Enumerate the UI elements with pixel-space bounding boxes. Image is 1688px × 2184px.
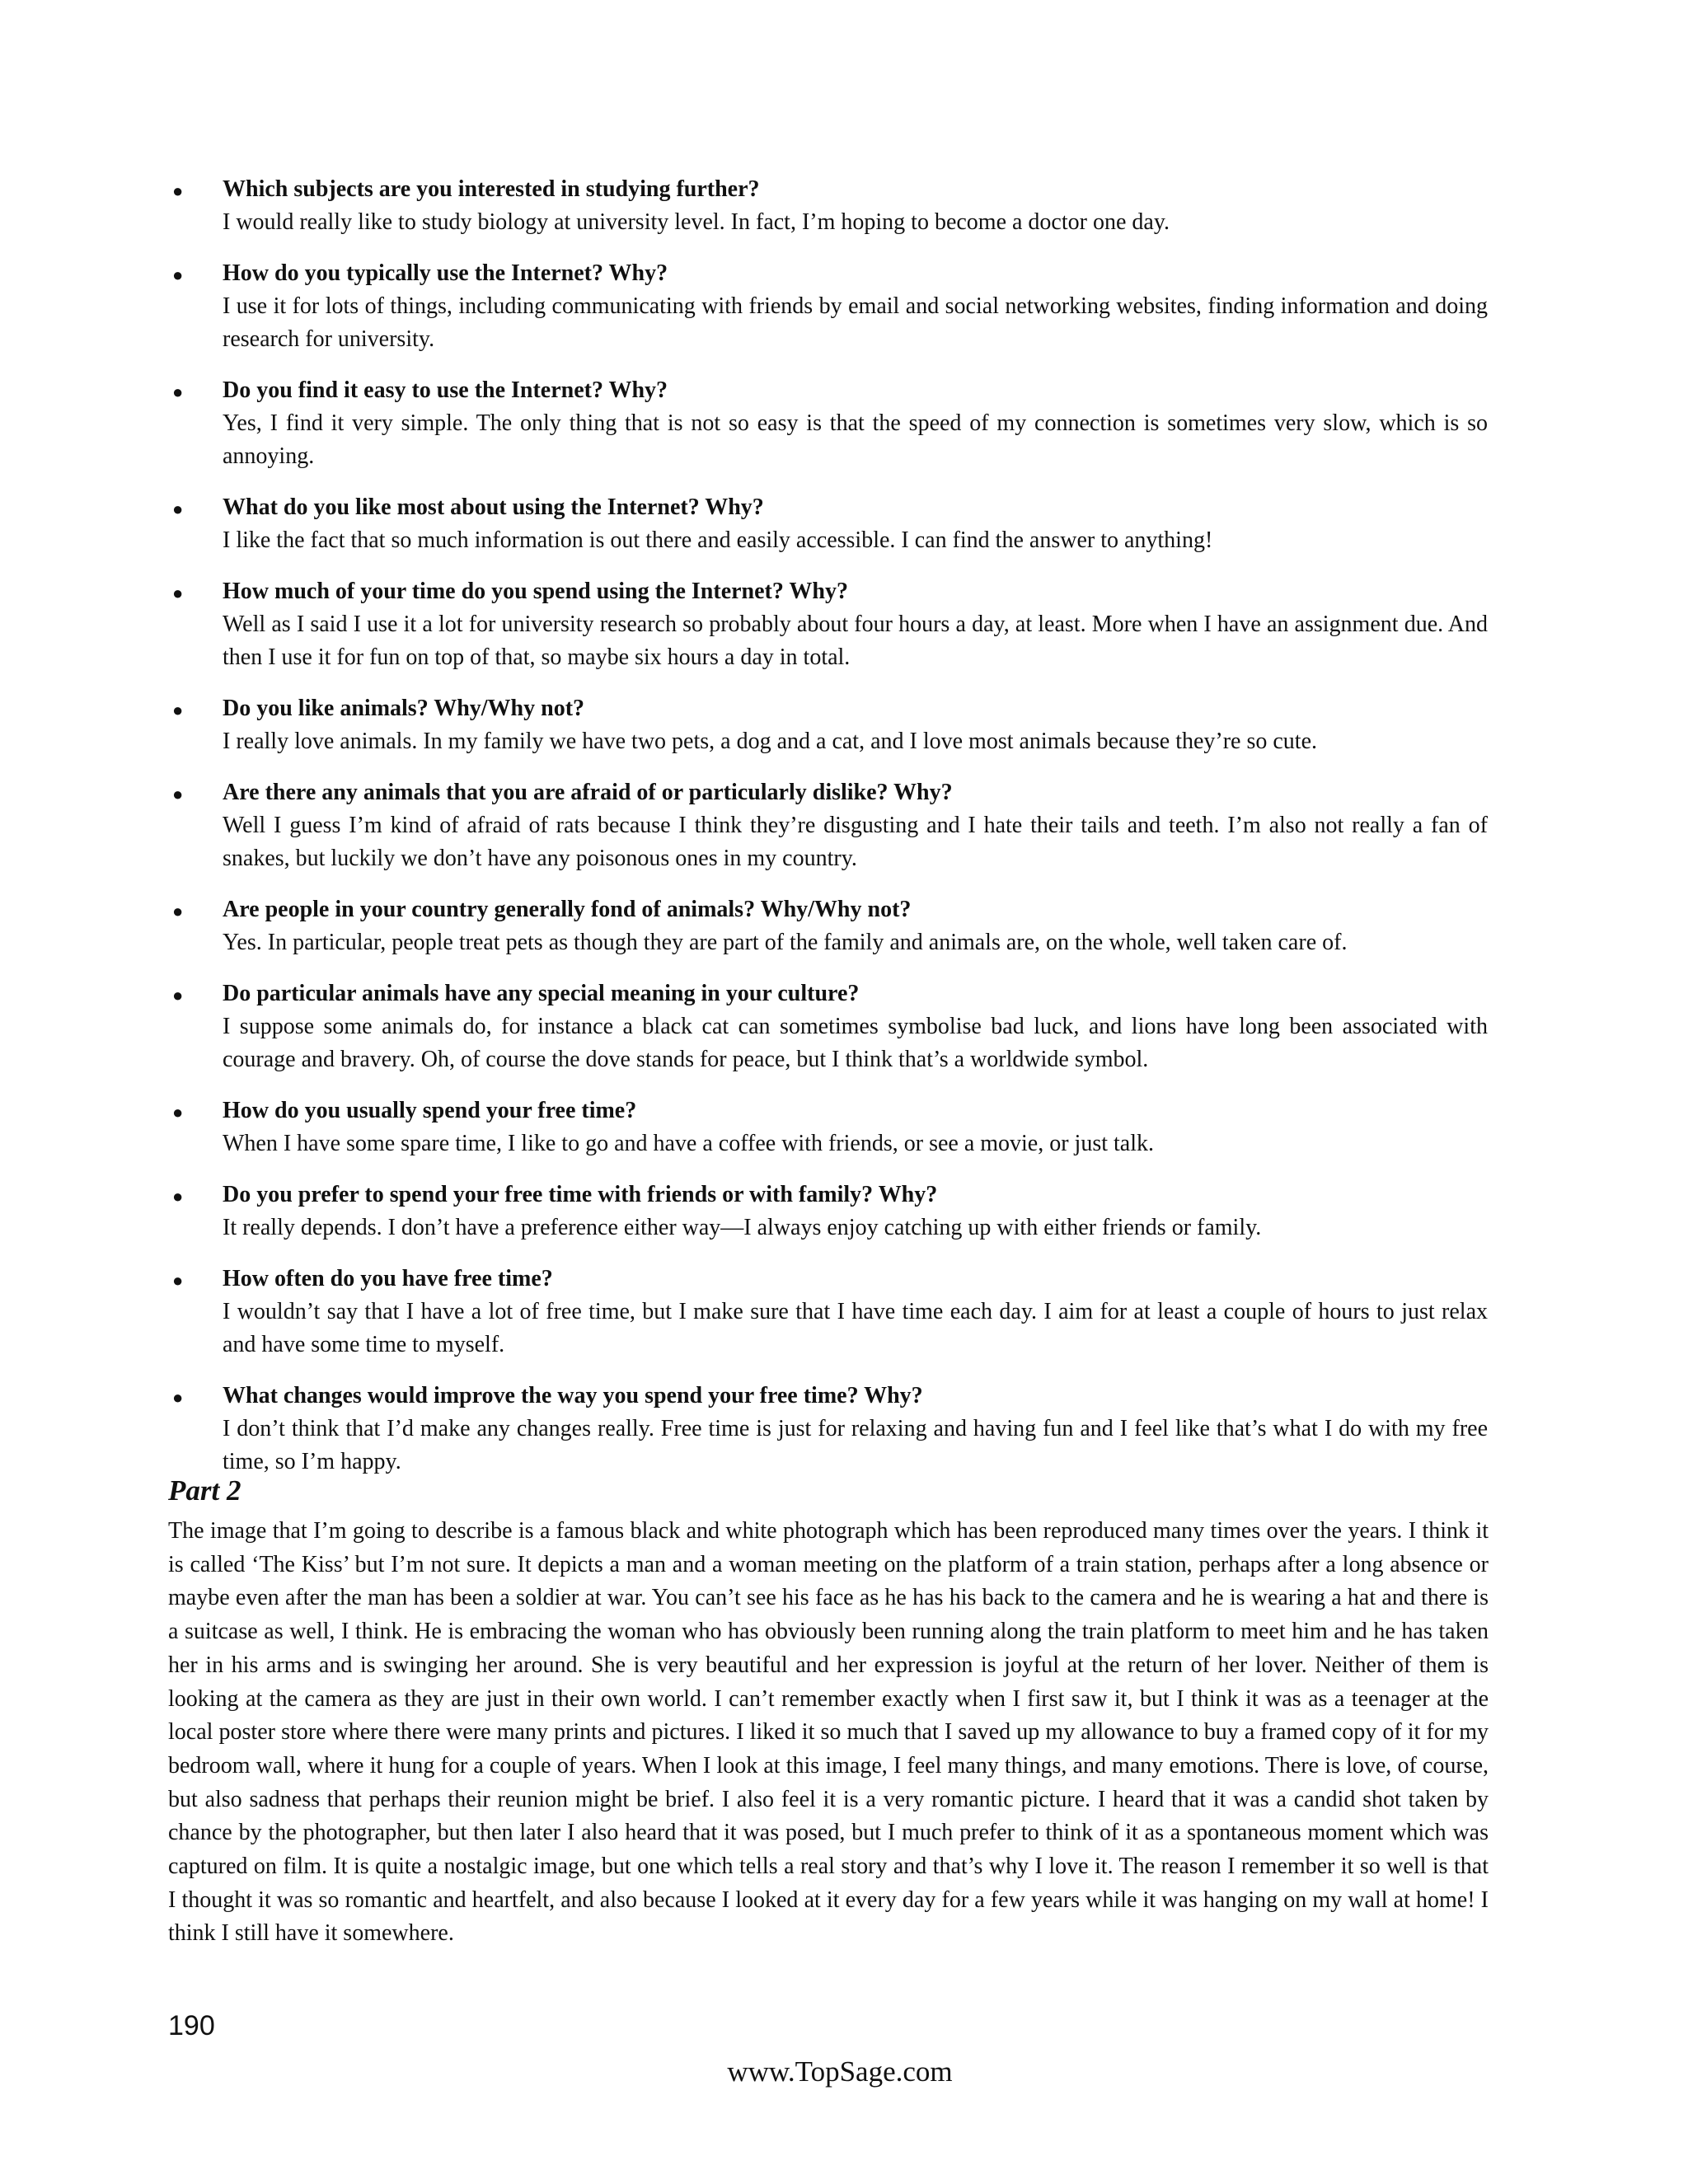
question-text: How often do you have free time? xyxy=(223,1266,553,1291)
bullet-icon: ● xyxy=(172,499,184,519)
question-text: Are people in your country generally fond of animals? Why/Why not? xyxy=(223,897,912,922)
bullet-icon: ● xyxy=(172,700,184,720)
question-text: Do you like animals? Why/Why not? xyxy=(223,696,585,721)
list-item xyxy=(169,575,1488,674)
list-item xyxy=(169,173,1488,239)
bullet-icon: ● xyxy=(172,180,184,201)
answer-text: I suppose some animals do, for instance a black cat can sometimes symbolise bad luck, and lions have long been associated with courage and bravery. Oh, of course the dove stands for peace, but I think that’s a worldwide symbol. xyxy=(223,1014,1488,1072)
answer-text: I really love animals. In my family we have two pets, a dog and a cat, and I love most animals because they’re so cute. xyxy=(223,729,1318,754)
list-item xyxy=(169,1263,1488,1361)
bullet-icon: ● xyxy=(172,265,184,285)
answer-text: Well I guess I’m kind of afraid of rats because I think they’re disgusting and I hate their tails and teeth. I’m also not really a fan of snakes, but luckily we don’t have any poisonous ones in my country. xyxy=(223,813,1488,871)
answer-text: It really depends. I don’t have a preference either way—I always enjoy catching up with either friends or family. xyxy=(223,1215,1262,1240)
list-item xyxy=(169,1179,1488,1244)
section-heading: Part 2 xyxy=(168,1474,241,1507)
bullet-icon: ● xyxy=(172,985,184,1005)
question-text: What do you like most about using the Internet? Why? xyxy=(223,494,764,520)
question-text: Which subjects are you interested in studying further? xyxy=(223,176,760,202)
answer-text: Yes. In particular, people treat pets as though they are part of the family and animals are, on the whole, well taken care of. xyxy=(223,930,1348,955)
list-item xyxy=(169,1094,1488,1160)
question-text: How do you usually spend your free time? xyxy=(223,1098,637,1123)
bullet-icon: ● xyxy=(172,583,184,603)
list-item xyxy=(169,692,1488,758)
bullet-icon: ● xyxy=(172,1270,184,1291)
bullet-icon: ● xyxy=(172,382,184,402)
list-item xyxy=(169,374,1488,473)
answer-text: Yes, I find it very simple. The only thing that is not so easy is that the speed of my connection is sometimes very slow, which is so annoying. xyxy=(223,410,1488,469)
page-number: 190 xyxy=(168,2010,215,2041)
question-text: How much of your time do you spend using the Internet? Why? xyxy=(223,579,848,604)
list-item xyxy=(169,491,1488,557)
bullet-icon: ● xyxy=(172,901,184,921)
bullet-icon: ● xyxy=(172,1387,184,1408)
question-text: Do you prefer to spend your free time with friends or with family? Why? xyxy=(223,1182,938,1207)
list-item xyxy=(169,776,1488,875)
answer-text: I use it for lots of things, including communicating with friends by email and social networking websites, finding information and doing research for university. xyxy=(223,293,1488,352)
answer-text: When I have some spare time, I like to go and have a coffee with friends, or see a movie, or just talk. xyxy=(223,1131,1154,1156)
question-text: How do you typically use the Internet? Why? xyxy=(223,260,668,286)
list-item xyxy=(169,1380,1488,1479)
question-text: Do you find it easy to use the Internet? Why? xyxy=(223,377,668,403)
answer-text: I would really like to study biology at university level. In fact, I’m hoping to become a doctor one day. xyxy=(223,209,1170,235)
answer-text: I don’t think that I’d make any changes really. Free time is just for relaxing and having fun and I feel like that’s what I do with my free time, so I’m happy. xyxy=(223,1416,1488,1474)
list-item xyxy=(169,893,1488,959)
list-item xyxy=(169,257,1488,356)
footer-website xyxy=(0,2054,1688,2090)
question-text: Do particular animals have any special meaning in your culture? xyxy=(223,981,860,1006)
section-paragraph: The image that I’m going to describe is a famous black and white photograph which has been reproduced many times over the years. I think it is called ‘The Kiss’ but I’m not sure. It depicts a man and a woman meeting on the platform of a train station, perhaps after a long absence or maybe even after the man has been a soldier at war. You can’t see his face as he has his back to the camera and he is wearing a hat and there is a suitcase as well, I think. He is embracing the woman who has obviously been running along the train platform to meet him and he has taken her in his arms and is swinging her around. She is very beautiful and her expression is joyful at the return of her lover. Neither of them is looking at the camera as they are just in their own world. I can’t remember exactly when I first saw it, but I think it was as a teenager at the local poster store where there were many prints and pictures. I liked it so much that I saved up my allowance to buy a framed copy of it for my bedroom wall, where it hung for a couple of years. When I look at this image, I feel many things, and many emotions. There is love, of course, but also sadness that perhaps their reunion might be brief. I also feel it is a very romantic picture. I heard that it was a candid shot taken by chance by the photographer, but then later I also heard that it was posed, but I much prefer to think of it as a spontaneous moment which was captured on film. It is quite a nostalgic image, but one which tells a real story and that’s why I love it. The reason I remember it so well is that I thought it was so romantic and heartfelt, and also because I looked at it every day for a few years while it was hanging on my wall at home! I think I still have it somewhere. xyxy=(168,1518,1489,1947)
footer-website-text: www.TopSage.com xyxy=(727,2055,953,2088)
question-text: Are there any animals that you are afraid of or particularly dislike? Why? xyxy=(223,780,953,805)
qa-list xyxy=(169,173,1488,1497)
answer-text: I wouldn’t say that I have a lot of free time, but I make sure that I have time each day. I aim for at least a couple of hours to just relax and have some time to myself. xyxy=(223,1299,1488,1357)
bullet-icon: ● xyxy=(172,1186,184,1207)
question-text: What changes would improve the way you spend your free time? Why? xyxy=(223,1383,923,1408)
bullet-icon: ● xyxy=(172,1102,184,1122)
list-item xyxy=(169,977,1488,1076)
answer-text: Well as I said I use it a lot for university research so probably about four hours a day, at least. More when I have an assignment due. And then I use it for fun on top of that, so maybe six hours a day in total. xyxy=(223,612,1488,670)
answer-text: I like the fact that so much information is out there and easily accessible. I can find the answer to anything! xyxy=(223,527,1213,553)
bullet-icon: ● xyxy=(172,784,184,804)
